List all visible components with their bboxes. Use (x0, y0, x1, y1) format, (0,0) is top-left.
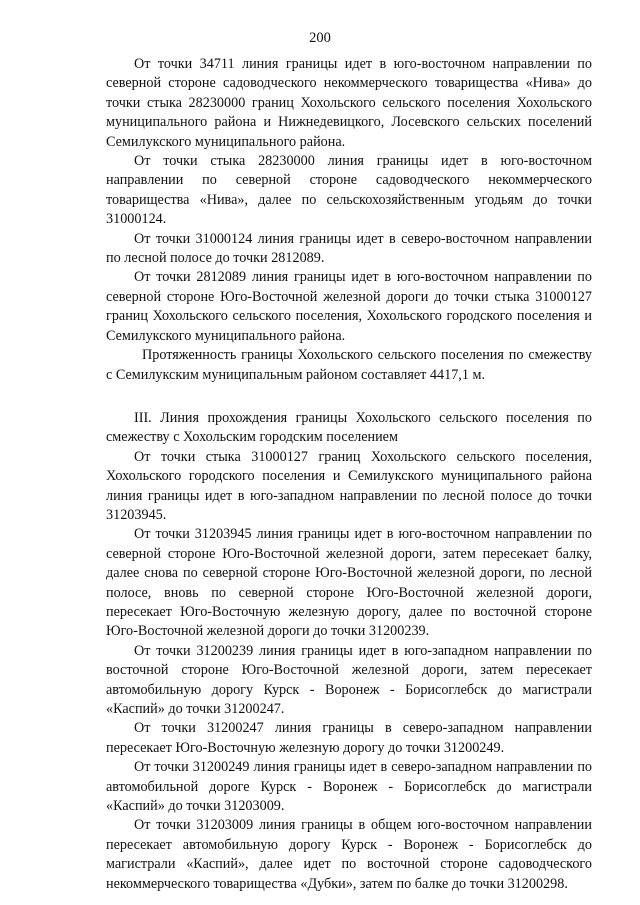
paragraph: От точки стыка 28230000 линия границы идет в юго-восточном направлении по северной стороне садоводческого некоммерческого товарищества «Нива», далее по сельскохозяйственным угодьям до точки 31000124. (106, 153, 592, 228)
paragraph: От точки 31203009 линия границы в общем юго-восточном направлении пересекает автомобильную дорогу Курск - Воронеж - Борисоглебск до магистрали «Каспий», далее идет по восточной стороне садоводческого некоммерческого товарищества «Дубки», затем по балке до точки 31200298. (106, 817, 592, 892)
paragraph-length-summary: Протяженность границы Хохольского сельского поселения по смежеству с Семилукским муниципальным районом составляет 4417,1 м. (106, 347, 592, 383)
paragraph: От точки стыка 31000127 границ Хохольского сельского поселения, Хохольского городского поселения и Семилукского муниципального района линия границы идет в юго-западном направлении по лесной полосе до точки 31203945. (106, 448, 592, 523)
paragraph: От точки 31200249 линия границы идет в северо-западном направлении по автомобильной дороге Курск - Воронеж - Борисоглебск до магистрали «Каспий» до точки 31203009. (106, 759, 592, 815)
paragraph: От точки 34711 линия границы идет в юго-восточном направлении по северной стороне садоводческого некоммерческого товарищества «Нива» до точки стыка 28230000 границ Хохольского сельского поселения Хохольского муниципального района и Нижнедевицкого, Лосевского сельских поселений Семилукского муниципального района. (106, 56, 592, 150)
paragraph: От точки 31000124 линия границы идет в северо-восточном направлении по лесной полосе до точки 2812089. (106, 230, 592, 267)
page-number: 200 (309, 30, 331, 46)
section-spacer (106, 385, 592, 409)
paragraph: От точки 2812089 линия границы идет в юго-восточном направлении по северной стороне Юго-Восточной железной дороги до точки стыка 31000127 границ Хохольского сельского поселения, Хохольского городского поселения и Семилукского муниципального района. (106, 269, 592, 344)
paragraph: От точки 31200239 линия границы идет в юго-западном направлении по восточной стороне Юго-Восточной железной дороги, затем пересекает автомобильную дорогу Курск - Воронеж - Борисоглебск до магистрали «Каспий» до точки 31200247. (106, 642, 592, 717)
paragraph: От точки 31200247 линия границы в северо-западном направлении пересекает Юго-Восточную железную дорогу до точки 31200249. (106, 720, 592, 756)
document-body (106, 55, 592, 894)
paragraph: От точки 31203945 линия границы идет в юго-восточном направлении по северной стороне Юго-Восточной железной дороги, затем пересекает балку, далее снова по северной стороне Юго-Восточной железной дороги, по лесной полосе, вновь по северной стороне Юго-Восточной железной дороги, пересекает Юго-Восточную железную дорогу, далее по восточной стороне Юго-Восточной железной дороги до точки 31200239. (106, 526, 592, 640)
section-heading: III. Линия прохождения границы Хохольского сельского поселения по смежеству с Хохольским городским поселением (106, 409, 592, 446)
